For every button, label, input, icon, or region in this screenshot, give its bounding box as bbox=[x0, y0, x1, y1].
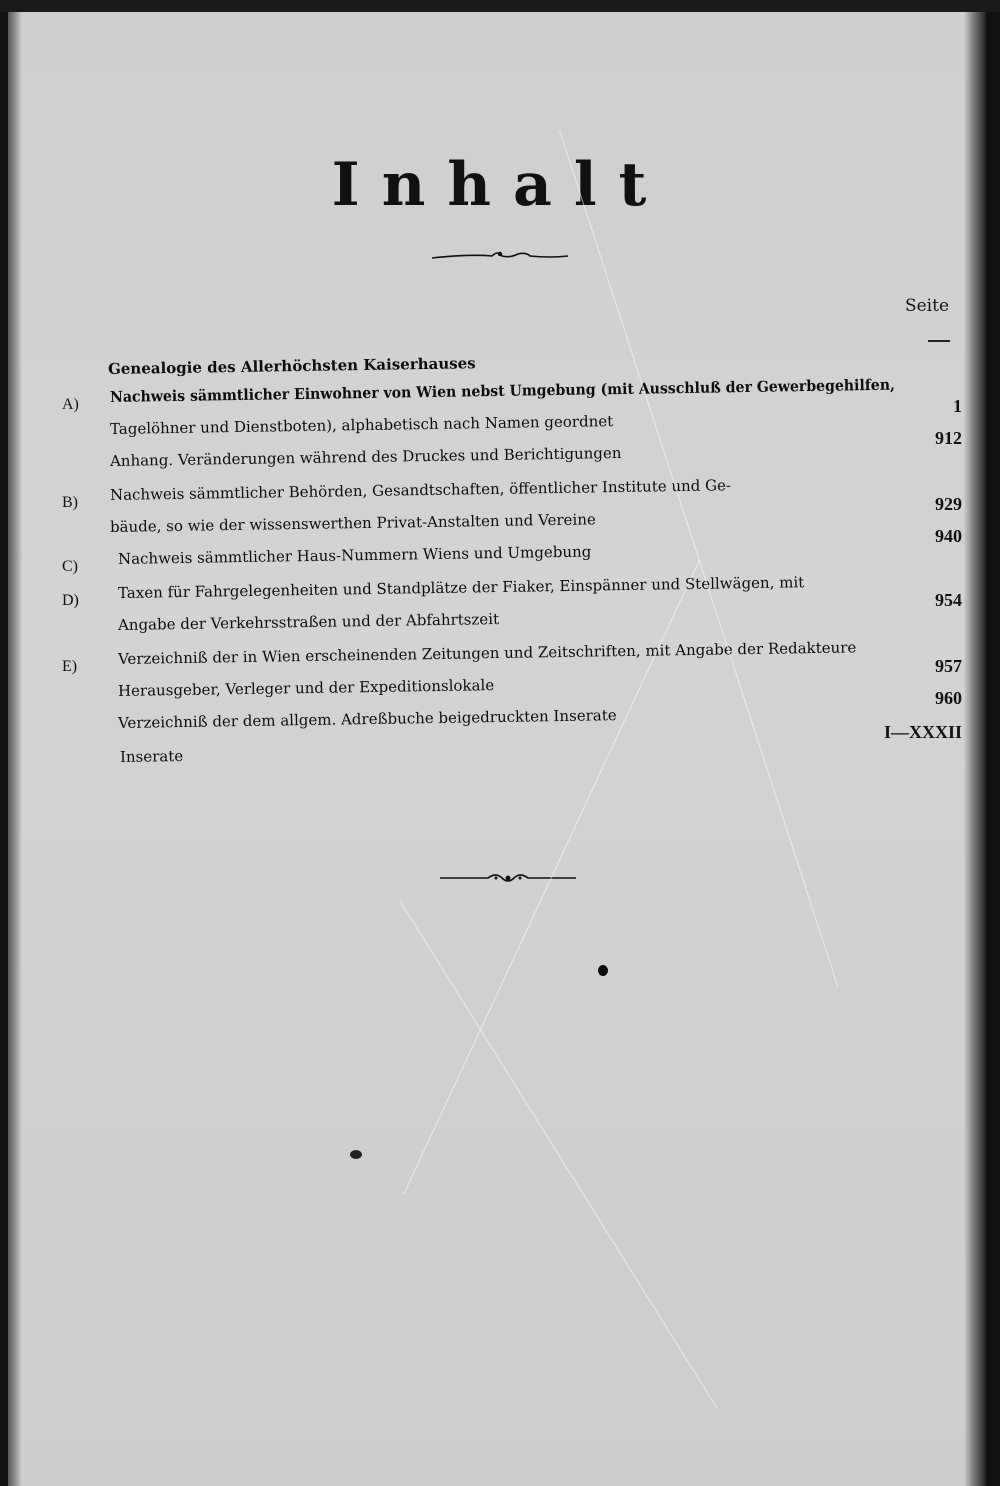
toc-page-number: 912 bbox=[935, 428, 962, 448]
toc-page-number: 957 bbox=[935, 656, 962, 676]
toc-entry-text: Nachweis sämmtlicher Einwohner von Wien nebst Umgebung (mit Ausschluß der Gewerbegehilfen, bbox=[109, 375, 896, 406]
toc-section-marker: B) bbox=[62, 494, 78, 511]
toc-section-marker: C) bbox=[62, 558, 78, 575]
toc-entry-text: Tagelöhner und Dienstboten), alphabetisch nach Namen geordnet bbox=[109, 412, 614, 438]
toc-entry-text: Verzeichniß der dem allgem. Adreßbuche beigedruckten Inserate bbox=[117, 706, 617, 732]
ink-speck bbox=[350, 1150, 362, 1159]
toc-entry-text: Herausgeber, Verleger und der Expeditionslokale bbox=[117, 676, 495, 700]
toc-entry-text: Taxen für Fahrgelegenheiten und Standplätze der Fiaker, Einspänner und Stellwägen, mit bbox=[117, 573, 805, 602]
toc-entry-text: Verzeichniß der in Wien erscheinenden Zeitungen und Zeitschriften, mit Angabe der Redakteure bbox=[117, 638, 857, 668]
toc-entry-text: Angabe der Verkehrsstraßen und der Abfahrtszeit bbox=[117, 610, 500, 634]
page-column-header: Seite bbox=[904, 296, 950, 316]
toc-entry-text: bäude, so wie der wissenswerthen Privat-Anstalten und Vereine bbox=[109, 510, 596, 536]
toc-page-number: I—XXXII bbox=[883, 722, 962, 742]
toc-entry-text: Anhang. Veränderungen während des Druckes und Berichtigungen bbox=[109, 443, 622, 470]
toc-page-number: 929 bbox=[935, 494, 962, 514]
toc-entry-text: Nachweis sämmtlicher Behörden, Gesandtschaften, öffentlicher Institute und Ge- bbox=[109, 476, 732, 504]
ink-speck bbox=[598, 965, 608, 976]
toc-section-marker: D) bbox=[62, 592, 79, 609]
toc-page-number: 960 bbox=[935, 688, 962, 708]
toc-page-number: 940 bbox=[935, 526, 962, 546]
toc-entry-text: Inserate bbox=[119, 747, 184, 766]
toc-page-number: 954 bbox=[935, 590, 962, 610]
toc-section-marker: E) bbox=[62, 658, 78, 675]
toc-entry-text: Nachweis sämmtlicher Haus-Nummern Wiens und Umgebung bbox=[117, 542, 592, 568]
toc-page-number: 1 bbox=[953, 396, 962, 416]
ornament-divider-bottom bbox=[438, 868, 578, 888]
toc-section-marker: A) bbox=[62, 396, 79, 413]
toc-entry-text: Genealogie des Allerhöchsten Kaiserhauses bbox=[107, 354, 476, 378]
page-title: Inhalt bbox=[331, 150, 669, 220]
